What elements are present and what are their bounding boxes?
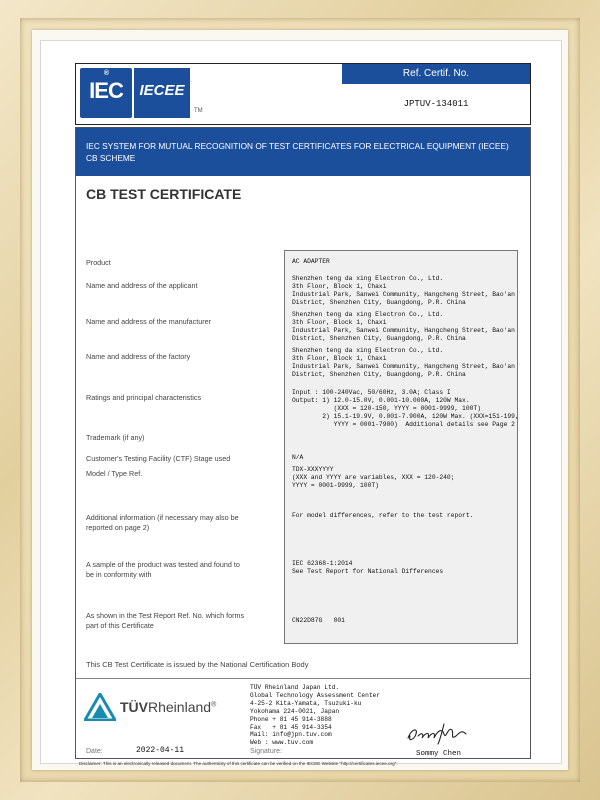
iecee-logo: IECEE	[134, 68, 190, 118]
field-value: For model differences, refer to the test report.	[292, 512, 474, 519]
values-panel	[284, 250, 518, 644]
disclaimer: Disclaimer: This is an electronically released document. The authenticity of this certificate can be verified on the IECEE Website "http://certificates.iecee.org".	[79, 761, 398, 766]
field-label: Name and address of the factory	[86, 352, 191, 361]
signature-name: Sommy Chen	[416, 750, 462, 758]
certificate-header: IEC ® IECEE TM Ref. Certif. No. JPTUV-134011	[75, 63, 531, 125]
field-value: AC ADAPTER	[292, 258, 330, 265]
field-value: Input : 100-240Vac, 50/60Hz, 3.0A; Class I Output: 1) 12.0-15.0V, 0.001-10.000A, 120W Max. (XXX = 120-150, YYYY = 0001-9999, 100T) 2) 15.1-19.9V, 0.001-7.900A, 120W Max. (XXX=151-199, YYYY = 0001-7900) Additional details see Page 2	[292, 389, 519, 428]
field-value: Shenzhen teng da xing Electron Co., Ltd. 3th Floor, Block 1, Chaxi Industrial Park, Sanwei Community, Hangcheng Street, Bao'an District, Shenzhen City, Guangdong, P.R. China	[292, 311, 515, 342]
ref-certif-value: JPTUV-134011	[403, 99, 469, 109]
field-value: CN22D87G 001	[292, 617, 345, 624]
signature-label: Signature:	[250, 748, 282, 755]
certificate-paper	[40, 40, 562, 764]
tuv-address: TÜV Rheinland Japan Ltd. Global Technology Assessment Center 4-25-2 Kita-Yamata, Tsuzuki-ku Yokohama 224-0021, Japan Phone + 81 45 914-3888 Fax + 81 45 914-3354 Mail: info@jpn.tuv.com Web : www.tuv.com	[250, 684, 380, 747]
tuv-triangle-icon	[84, 693, 116, 721]
field-label: Customer's Testing Facility (CTF) Stage used	[86, 454, 231, 463]
field-value: N/A	[292, 454, 304, 461]
field-label: Name and address of the applicant	[86, 281, 198, 290]
field-value: IEC 62368-1:2014 See Test Report for National Differences	[292, 560, 444, 575]
scheme-banner: IEC SYSTEM FOR MUTUAL RECOGNITION OF TEST CERTIFICATES FOR ELECTRICAL EQUIPMENT (IECEE) CB SCHEME	[76, 128, 530, 176]
field-label: As shown in the Test Report Ref. No. which forms part of this Certificate	[86, 611, 245, 630]
field-label: Product	[86, 258, 111, 267]
issued-by-text: This CB Test Certificate is issued by the National Certification Body	[86, 660, 309, 669]
field-label: Model / Type Ref.	[86, 469, 143, 478]
field-value: Shenzhen teng da xing Electron Co., Ltd. 3th Floor, Block 1, Chaxi Industrial Park, Sanwei Community, Hangcheng Street, Bao'an District, Shenzhen City, Guangdong, P.R. China	[292, 347, 515, 378]
field-label: Trademark (if any)	[86, 433, 145, 442]
field-label: Additional information (if necessary may also be reported on page 2)	[86, 513, 239, 532]
field-value: Shenzhen teng da xing Electron Co., Ltd. 3th Floor, Block 1, Chaxi Industrial Park, Sanwei Community, Hangcheng Street, Bao'an District, Shenzhen City, Guangdong, P.R. China	[292, 275, 515, 306]
date-value: 2022-04-11	[136, 746, 185, 755]
signature-image	[404, 720, 474, 746]
field-label: Ratings and principal characteristics	[86, 393, 202, 402]
field-label: A sample of the product was tested and found to be in conformity with	[86, 560, 240, 579]
ref-certif-label: Ref. Certif. No.	[342, 64, 530, 84]
field-label: Name and address of the manufacturer	[86, 317, 212, 326]
certificate-body	[75, 127, 531, 759]
date-label: Date:	[86, 748, 103, 755]
field-value: TDX-XXXYYYY (XXX and YYYY are variables, XXX = 120-240; YYYY = 0001-9999, 100T)	[292, 466, 455, 489]
iec-logo: IEC ®	[80, 68, 132, 118]
certificate-title: CB TEST CERTIFICATE	[86, 186, 242, 202]
tuv-brand: TÜVRheinland®	[76, 679, 242, 757]
